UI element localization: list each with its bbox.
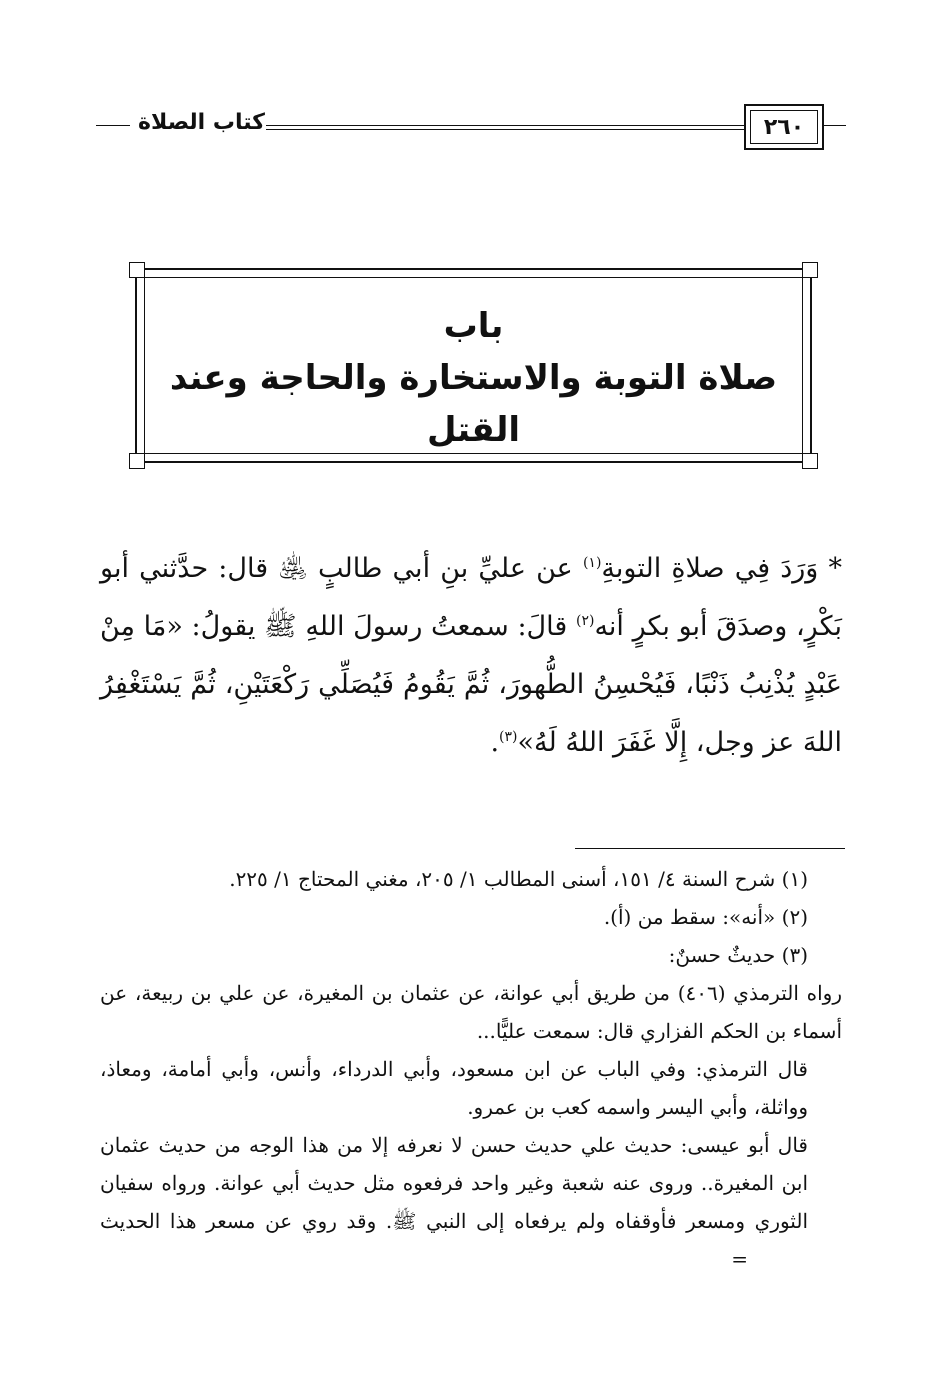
header-rule-right	[824, 125, 846, 126]
continuation-mark: =	[731, 1247, 748, 1271]
frame-corner-ornament	[802, 262, 818, 278]
footnote-ref-3: (٣)	[499, 729, 518, 745]
main-text-part: عن عليِّ بنِ أبي طالبٍ ﵁ قال: حدَّثني أبو بَكْرٍ، وصدَقَ أبو بكرٍ أنه	[100, 553, 842, 642]
chapter-title	[137, 300, 810, 456]
main-text-part: * وَرَدَ فِي صلاةِ التوبةِ	[601, 553, 842, 584]
footnote-ref-2: (٢)	[575, 613, 595, 629]
chapter-heading: صلاة التوبة والاستخارة والحاجة وعند القتل	[169, 358, 778, 450]
footnote-text: قال أبو عيسى: حديث علي حديث حسن لا نعرفه إلا من هذا الوجه من حديث عثمان ابن المغيرة.. وروى عنه شعبة وغير واحد فرفعوه مثل حديث أبي عوانة. ورواه سفيان الثوري ومسعر فأوقفاه ولم يرفعاه إلى النبي ﷺ. وقد روي عن مسعر هذا الحديث	[100, 1133, 808, 1233]
book-title: كتاب الصلاة	[138, 110, 265, 135]
footnote-2: (٢) «أنه»: سقط من (أ).	[603, 905, 808, 929]
main-text-part: قالَ: سمعتُ رسولَ اللهِ ﷺ يقولُ: «مَا مِنْ عَبْدٍ يُذْنِبُ ذَنْبًا، فَيُحْسِنُ الطُّهورَ، ثُمَّ يَقُومُ فَيُصَلِّي رَكْعَتَيْنِ، ثُمَّ يَسْتَغْفِرُ اللهَ عز وجل، إِلَّا غَفَرَ اللهُ لَهُ»	[100, 611, 842, 758]
footnote-3: (٣) حديثٌ حسنٌ:	[668, 943, 808, 967]
page-number-frame	[744, 104, 824, 150]
chapter-label: باب	[443, 306, 504, 346]
header-rule-middle	[266, 125, 744, 126]
footnote-1: (١) شرح السنة ٤/ ١٥١، أسنى المطالب ١/ ٢٠٥، مغني المحتاج ١/ ٢٢٥.	[229, 867, 808, 891]
main-paragraph	[100, 540, 842, 772]
footnote-paragraph	[100, 1126, 842, 1278]
footnotes	[100, 860, 842, 1278]
footnote-paragraph: رواه الترمذي (٤٠٦) من طريق أبي عوانة، عن عثمان بن المغيرة، عن علي بن ربيعة، عن أسماء بن الحكم الفزاري قال: سمعت عليًّا...	[100, 981, 842, 1043]
page-header	[96, 104, 846, 154]
header-rule-left	[96, 125, 130, 126]
main-text-part: .	[490, 727, 500, 758]
frame-corner-ornament	[129, 262, 145, 278]
footnote-ref-1: (١)	[582, 555, 602, 571]
footnote-paragraph: قال الترمذي: وفي الباب عن ابن مسعود، وأبي الدرداء، وأنس، وأبي أمامة، ومعاذ، وواثلة، وأبي اليسر واسمه كعب بن عمرو.	[100, 1057, 808, 1119]
chapter-title-frame	[135, 268, 812, 463]
page-number: ٢٦٠	[750, 110, 818, 144]
footnote-separator	[575, 848, 845, 849]
